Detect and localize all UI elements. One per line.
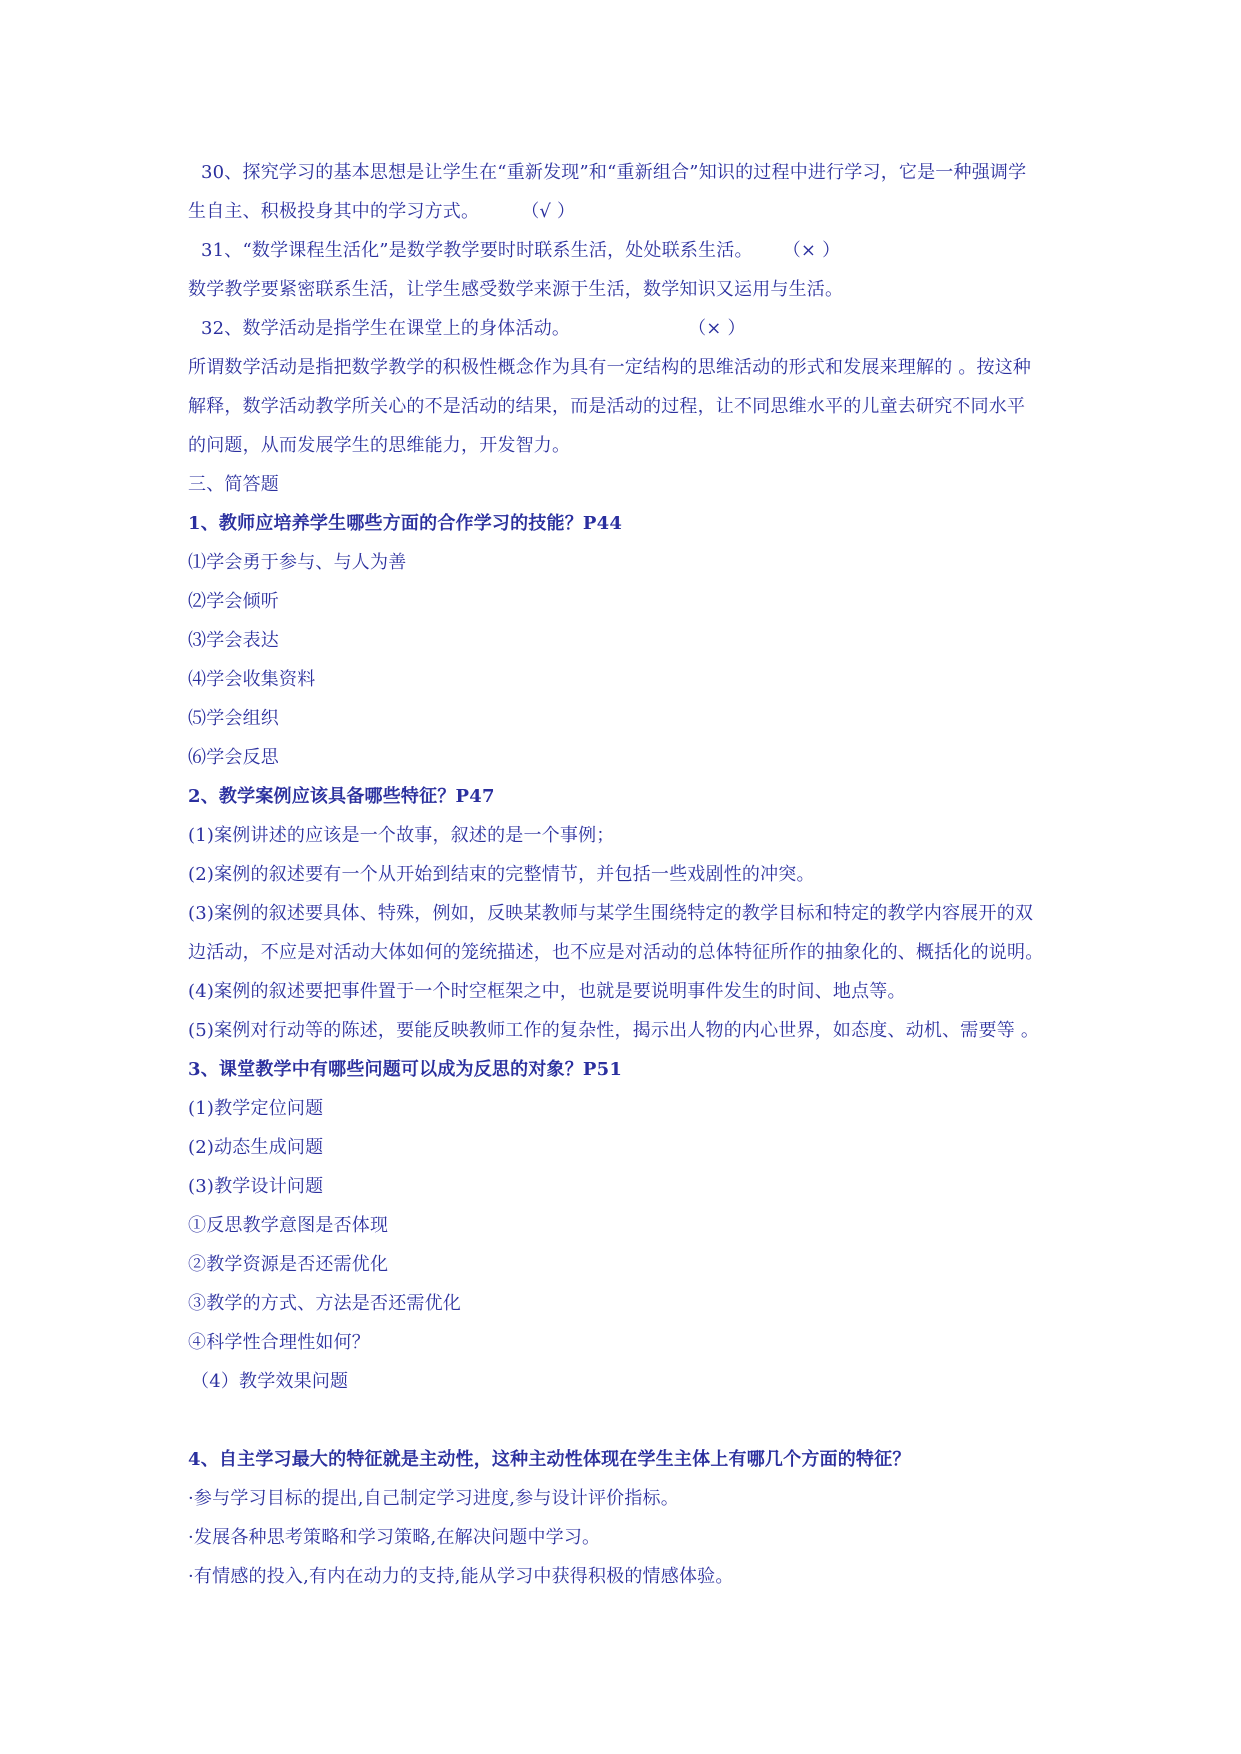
list-item: ⑶学会表达 xyxy=(188,630,279,651)
list-item: (2)动态生成问题 xyxy=(188,1137,324,1158)
list-item: （4）教学效果问题 xyxy=(191,1371,349,1392)
list-item-continuation: 边活动，不应是对活动大体如何的笼统描述，也不应是对活动的总体特征所作的抽象化的、概括化的说明。 xyxy=(188,942,1044,963)
bullet-item: ·发展各种思考策略和学习策略,在解决问题中学习。 xyxy=(188,1527,601,1548)
q30-answer-mark: （√ ） xyxy=(521,201,576,222)
list-item: (4)案例的叙述要把事件置于一个时空框架之中，也就是要说明事件发生的时间、地点等。 xyxy=(188,981,906,1002)
document-body xyxy=(188,153,1068,1596)
list-item: (5)案例对行动等的陈述，要能反映教师工作的复杂性，揭示出人物的内心世界，如态度、动机、需要等 。 xyxy=(188,1020,1040,1041)
bullet-item: ·有情感的投入,有内在动力的支持,能从学习中获得积极的情感体验。 xyxy=(188,1566,734,1587)
short-answer-3-question: 3、课堂教学中有哪些问题可以成为反思的对象？P51 xyxy=(188,1059,623,1080)
q31-text: 31、“数学课程生活化”是数学教学要时时联系生活，处处联系生活。 xyxy=(201,240,753,261)
q30-line-2 xyxy=(188,192,1068,231)
list-item: (2)案例的叙述要有一个从开始到结束的完整情节，并包括一些戏剧性的冲突。 xyxy=(188,864,815,885)
q31-answer-mark: （× ） xyxy=(782,240,841,261)
blank-line xyxy=(188,1401,1068,1440)
sub-list-item: ①反思教学意图是否体现 xyxy=(188,1215,389,1236)
q30-line-1: 30、探究学习的基本思想是让学生在“重新发现”和“重新组合”知识的过程中进行学习，它是一种强调学 xyxy=(201,162,1027,183)
q32-explanation-3: 的问题，从而发展学生的思维能力，开发智力。 xyxy=(188,435,571,456)
list-item: ⑸学会组织 xyxy=(188,708,279,729)
q32-answer-mark: （× ） xyxy=(688,318,746,339)
list-item: ⑴学会勇于参与、与人为善 xyxy=(188,552,407,573)
list-item: (1)案例讲述的应该是一个故事，叙述的是一个事例； xyxy=(188,825,615,846)
list-item: (3)教学设计问题 xyxy=(188,1176,324,1197)
q32-text: 32、数学活动是指学生在课堂上的身体活动。 xyxy=(201,318,571,339)
list-item: (1)教学定位问题 xyxy=(188,1098,324,1119)
sub-list-item: ②教学资源是否还需优化 xyxy=(188,1254,389,1275)
list-item: ⑵学会倾听 xyxy=(188,591,279,612)
q31-explanation: 数学教学要紧密联系生活，让学生感受数学来源于生活，数学知识又运用与生活。 xyxy=(188,279,844,300)
list-item: ⑹学会反思 xyxy=(188,747,279,768)
short-answer-4-question: 4、自主学习最大的特征就是主动性，这种主动性体现在学生主体上有哪几个方面的特征？ xyxy=(188,1449,911,1470)
short-answer-1-question: 1、教师应培养学生哪些方面的合作学习的技能？P44 xyxy=(188,513,623,534)
q30-text: 生自主、积极投身其中的学习方式。 xyxy=(188,201,480,222)
sub-list-item: ④科学性合理性如何？ xyxy=(188,1332,370,1353)
short-answer-2-question: 2、教学案例应该具备哪些特征？P47 xyxy=(188,786,495,807)
q32-line xyxy=(188,309,1068,348)
bullet-item: ·参与学习目标的提出,自己制定学习进度,参与设计评价指标。 xyxy=(188,1488,679,1509)
sub-list-item: ③教学的方式、方法是否还需优化 xyxy=(188,1293,461,1314)
q31-line xyxy=(188,231,1068,270)
section-heading: 三、简答题 xyxy=(188,474,279,495)
q32-explanation-2: 解释，数学活动教学所关心的不是活动的结果，而是活动的过程，让不同思维水平的儿童去研究不同水平 xyxy=(188,396,1026,417)
list-item: ⑷学会收集资料 xyxy=(188,669,316,690)
q32-explanation-1: 所谓数学活动是指把数学教学的积极性概念作为具有一定结构的思维活动的形式和发展来理解的 。按这种 xyxy=(188,357,1032,378)
list-item: (3)案例的叙述要具体、特殊，例如，反映某教师与某学生围绕特定的教学目标和特定的教学内容展开的双 xyxy=(188,903,1034,924)
